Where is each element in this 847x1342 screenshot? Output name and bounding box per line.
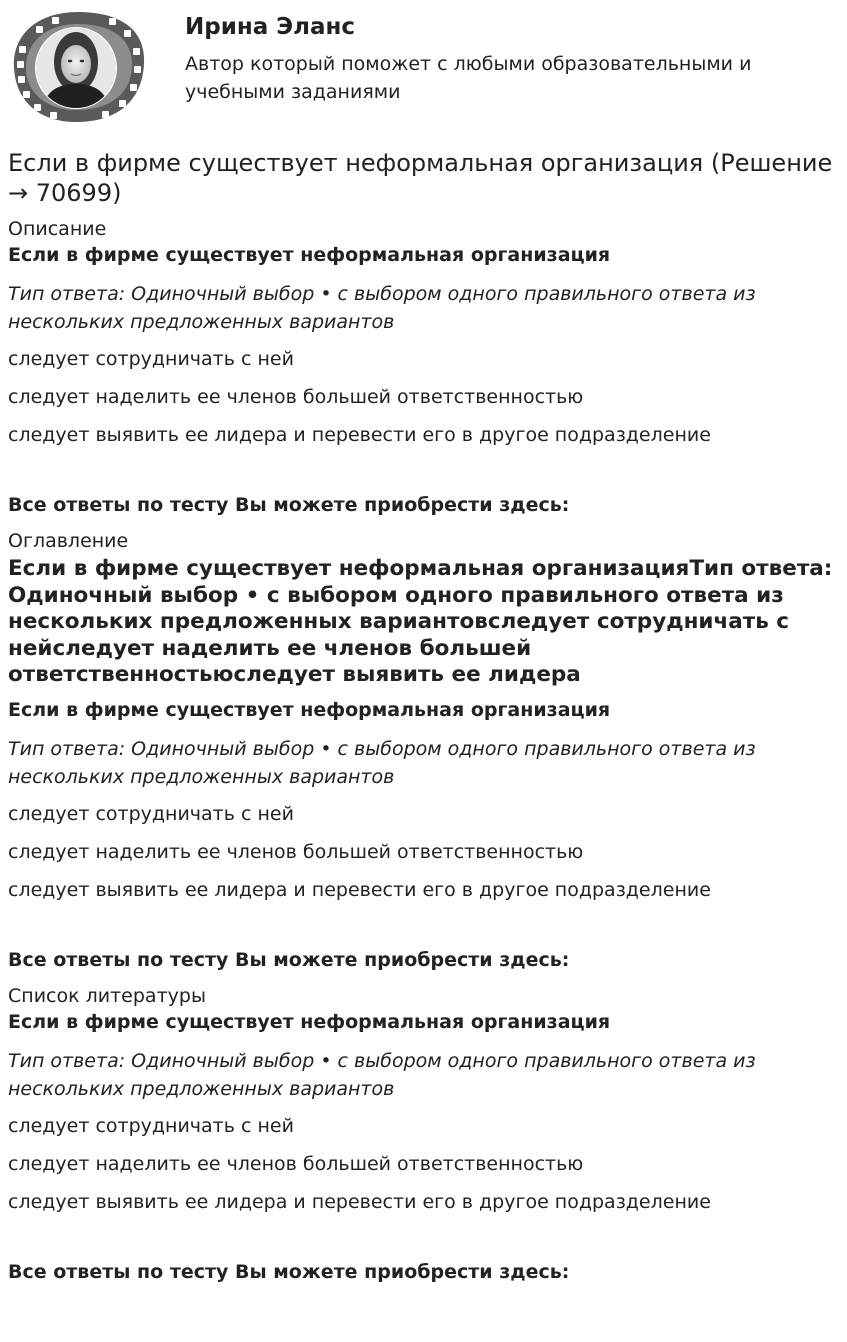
main-content [8,148,838,1295]
avatar-film-frame [6,6,151,128]
literature-section [8,983,838,1285]
section-label-description: Описание [8,218,107,240]
buy-answers-text: Все ответы по тесту Вы можете приобрести здесь: [8,494,570,516]
answer-option: следует выявить ее лидера и перевести его в другое подразделение [8,424,711,446]
section-label-literature: Список литературы [8,984,206,1007]
answer-option: следует наделить ее членов большей ответственностью [8,1152,584,1175]
answer-option: следует наделить ее членов большей ответственностью [8,840,584,863]
buy-answers-text: Все ответы по тесту Вы можете приобрести здесь: [8,1260,570,1283]
answer-type: Тип ответа: Одиночный выбор • с выбором одного правильного ответа из нескольких предложенных вариантов [8,1049,756,1100]
toc-heading: Если в фирме существует неформальная организацияТип ответа: Одиночный выбор • с выбором одного правильного ответа из нескольких предложенных вариантовследует сотрудничать с нейследует наделить ее членов большей ответственностьюследует выявить ее лидера [8,556,833,687]
question-title: Если в фирме существует неформальная организация [8,244,611,266]
description-section [8,216,838,518]
answer-option: следует сотрудничать с ней [8,348,294,370]
answer-option: следует наделить ее членов большей ответственностью [8,386,584,408]
section-label-toc: Оглавление [8,530,129,552]
answer-option: следует сотрудничать с ней [8,1114,294,1137]
buy-answers-text: Все ответы по тесту Вы можете приобрести здесь: [8,948,570,971]
answer-option: следует сотрудничать с ней [8,802,294,825]
answer-option: следует выявить ее лидера и перевести его в другое подразделение [8,1190,711,1213]
author-name: Ирина Эланс [185,14,356,40]
author-description: Автор который поможет с любыми образовательными и учебными заданиями [185,53,752,103]
answer-type: Тип ответа: Одиночный выбор • с выбором одного правильного ответа из нескольких предложенных вариантов [8,283,756,333]
toc-section [8,528,838,973]
answer-type: Тип ответа: Одиночный выбор • с выбором одного правильного ответа из нескольких предложенных вариантов [8,737,756,788]
question-title: Если в фирме существует неформальная организация [8,698,611,721]
page-title: Если в фирме существует неформальная организация (Решение → 70699) [8,149,833,207]
question-title: Если в фирме существует неформальная организация [8,1010,611,1033]
author-avatar [6,6,151,128]
answer-option: следует выявить ее лидера и перевести его в другое подразделение [8,878,711,901]
